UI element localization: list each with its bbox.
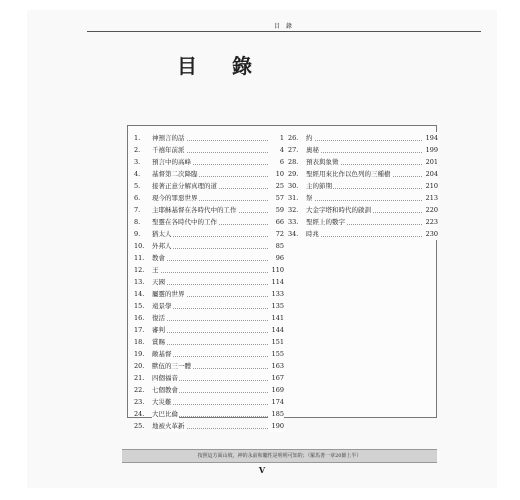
toc-entry-page: 4 [268, 144, 284, 156]
toc-entry [134, 384, 284, 396]
dot-leader [152, 260, 268, 261]
page-title: 目 錄 [177, 54, 266, 78]
toc-entry-title: 預言中的高峰 [152, 158, 191, 166]
toc-entry-page: 199 [422, 144, 438, 156]
toc-entry-number: 17. [134, 326, 145, 334]
toc-entry-number: 4. [134, 170, 141, 178]
toc-entry-title: 祭 [306, 194, 313, 202]
toc-entry-title: 主的節期 [306, 182, 332, 190]
toc-entry-number: 20. [134, 362, 145, 370]
toc-entry-title: 猶太人 [152, 230, 172, 238]
toc-entry-title: 時兆 [306, 230, 319, 238]
toc-entry [134, 264, 284, 276]
toc-entry-page: 141 [268, 312, 284, 324]
dot-leader [152, 332, 268, 333]
toc-entry-number: 26. [288, 134, 299, 142]
dot-leader [152, 344, 268, 345]
toc-entry-page: 25 [268, 180, 284, 192]
dot-leader [306, 236, 422, 237]
toc-entry-title: 約 [306, 134, 313, 142]
dot-leader [306, 152, 422, 153]
toc-entry-page: 163 [268, 360, 284, 372]
toc-entry [134, 168, 284, 180]
toc-entry [134, 408, 284, 420]
toc-entry-number: 14. [134, 290, 145, 298]
toc-entry-title: 審判 [152, 326, 165, 334]
toc-entry-title: 聖靈在各時代中的工作 [152, 218, 217, 226]
toc-entry-title: 大金字塔和時代的啟訓 [306, 206, 371, 214]
toc-entry-number: 18. [134, 338, 145, 346]
toc-entry-page: 59 [268, 204, 284, 216]
toc-entry-page: 210 [422, 180, 438, 192]
toc-entry [134, 180, 284, 192]
toc-entry-title: 遠景學 [152, 302, 172, 310]
toc-entry-number: 21. [134, 374, 145, 382]
toc-entry [134, 312, 284, 324]
toc-entry-page: 85 [268, 240, 284, 252]
toc-entry-number: 7. [134, 206, 141, 214]
toc-entry-number: 1. [134, 134, 141, 142]
toc-column-left [134, 132, 284, 432]
toc-entry [134, 156, 284, 168]
page-number: V [258, 465, 266, 475]
toc-entry [288, 168, 438, 180]
toc-entry-page: 110 [268, 264, 284, 276]
toc-entry-page: 201 [422, 156, 438, 168]
dot-leader [306, 200, 422, 201]
toc-entry-title: 四個福音 [152, 374, 178, 382]
toc-entry-page: 10 [268, 168, 284, 180]
toc-entry-page: 6 [268, 156, 284, 168]
toc-entry-page: 185 [268, 408, 284, 420]
footer-verse-band: 按照這方面山坡，神的永前和屬性是明明可知的；（羅馬書一章20節上半） [122, 449, 437, 463]
toc-entry-page: 190 [268, 420, 284, 432]
toc-entry [134, 396, 284, 408]
toc-entry-title: 基督第二次降臨 [152, 170, 198, 178]
toc-entry-title: 接著正意分解真理的道 [152, 182, 217, 190]
toc-entry-page: 72 [268, 228, 284, 240]
toc-entry [288, 144, 438, 156]
toc-table [127, 125, 438, 430]
toc-column-right [288, 132, 438, 240]
toc-entry-title: 聖經上的數字 [306, 218, 345, 226]
toc-entry-page: 144 [268, 324, 284, 336]
toc-entry [134, 240, 284, 252]
toc-entry-title: 奧秘 [306, 146, 319, 154]
toc-entry [134, 228, 284, 240]
toc-entry [134, 276, 284, 288]
toc-entry-title: 敵基督 [152, 350, 172, 358]
toc-entry-number: 27. [288, 146, 299, 154]
toc-entry-title: 教會 [152, 254, 165, 262]
toc-entry-number: 6. [134, 194, 141, 202]
toc-entry-page: 114 [268, 276, 284, 288]
toc-entry-number: 28. [288, 158, 299, 166]
toc-entry [134, 360, 284, 372]
toc-entry [134, 252, 284, 264]
toc-entry-title: 七個教會 [152, 386, 178, 394]
toc-entry-number: 33. [288, 218, 299, 226]
toc-entry-page: 169 [268, 384, 284, 396]
toc-entry-page: 204 [422, 168, 438, 180]
toc-entry-number: 32. [288, 206, 299, 214]
toc-entry-page: 213 [422, 192, 438, 204]
toc-entry-number: 23. [134, 398, 145, 406]
dot-leader [152, 272, 268, 273]
toc-entry-title: 大災難 [152, 398, 172, 406]
toc-entry-number: 31. [288, 194, 299, 202]
book-page [27, 10, 497, 488]
toc-entry-page: 220 [422, 204, 438, 216]
toc-entry-title: 地被火革新 [152, 422, 185, 430]
toc-entry-title: 王 [152, 266, 159, 274]
toc-entry-number: 24. [134, 410, 145, 418]
toc-entry [134, 216, 284, 228]
running-header: 目 錄 [87, 23, 481, 32]
toc-entry [134, 144, 284, 156]
toc-entry [134, 132, 284, 144]
toc-entry [134, 420, 284, 432]
toc-entry-page: 151 [268, 336, 284, 348]
toc-entry-title: 預表與象徵 [306, 158, 339, 166]
toc-entry-number: 29. [288, 170, 299, 178]
toc-entry [288, 156, 438, 168]
toc-entry-number: 5. [134, 182, 141, 190]
toc-entry-page: 223 [422, 216, 438, 228]
toc-entry-number: 34. [288, 230, 299, 238]
toc-entry-number: 10. [134, 242, 145, 250]
toc-entry [134, 300, 284, 312]
toc-entry-number: 16. [134, 314, 145, 322]
toc-entry-number: 12. [134, 266, 145, 274]
toc-entry [288, 180, 438, 192]
toc-entry [288, 228, 438, 240]
toc-entry [288, 216, 438, 228]
toc-entry-title: 主耶穌基督在各時代中的工作 [152, 206, 237, 214]
toc-entry-page: 230 [422, 228, 438, 240]
toc-entry-title: 聖經用來比作以色列的三種樹 [306, 170, 391, 178]
toc-entry-page: 96 [268, 252, 284, 264]
toc-entry [288, 204, 438, 216]
toc-entry [134, 204, 284, 216]
toc-entry [134, 324, 284, 336]
toc-entry-title: 大巴比倫 [152, 410, 178, 418]
toc-entry-number: 8. [134, 218, 141, 226]
toc-entry-title: 千禧年前派 [152, 146, 185, 154]
toc-entry-page: 155 [268, 348, 284, 360]
toc-entry [134, 288, 284, 300]
toc-entry-title: 賞賜 [152, 338, 165, 346]
toc-entry-number: 22. [134, 386, 145, 394]
dot-leader [152, 320, 268, 321]
toc-entry-page: 194 [422, 132, 438, 144]
toc-entry [134, 336, 284, 348]
toc-entry-title: 獸伍的三一體 [152, 362, 191, 370]
toc-entry-page: 66 [268, 216, 284, 228]
toc-entry-page: 135 [268, 300, 284, 312]
toc-entry [134, 372, 284, 384]
toc-entry-page: 1 [268, 132, 284, 144]
toc-entry-title: 神預言的話 [152, 134, 185, 142]
toc-entry [288, 192, 438, 204]
toc-entry-title: 天國 [152, 278, 165, 286]
dot-leader [306, 140, 422, 141]
toc-entry-number: 11. [134, 254, 145, 262]
toc-entry-number: 25. [134, 422, 145, 430]
toc-entry-number: 9. [134, 230, 141, 238]
toc-entry-page: 174 [268, 396, 284, 408]
toc-entry-number: 2. [134, 146, 141, 154]
toc-entry-page: 133 [268, 288, 284, 300]
toc-entry-page: 57 [268, 192, 284, 204]
toc-entry-number: 30. [288, 182, 299, 190]
toc-entry-number: 19. [134, 350, 145, 358]
toc-entry-title: 外邦人 [152, 242, 172, 250]
toc-entry [288, 132, 438, 144]
dot-leader [152, 284, 268, 285]
toc-entry-title: 復活 [152, 314, 165, 322]
toc-entry-page: 167 [268, 372, 284, 384]
toc-entry-title: 屬靈的世界 [152, 290, 185, 298]
toc-entry [134, 192, 284, 204]
toc-entry-number: 13. [134, 278, 145, 286]
toc-entry [134, 348, 284, 360]
toc-entry-number: 3. [134, 158, 141, 166]
toc-entry-number: 15. [134, 302, 145, 310]
toc-entry-title: 現今的罪惡世界 [152, 194, 198, 202]
